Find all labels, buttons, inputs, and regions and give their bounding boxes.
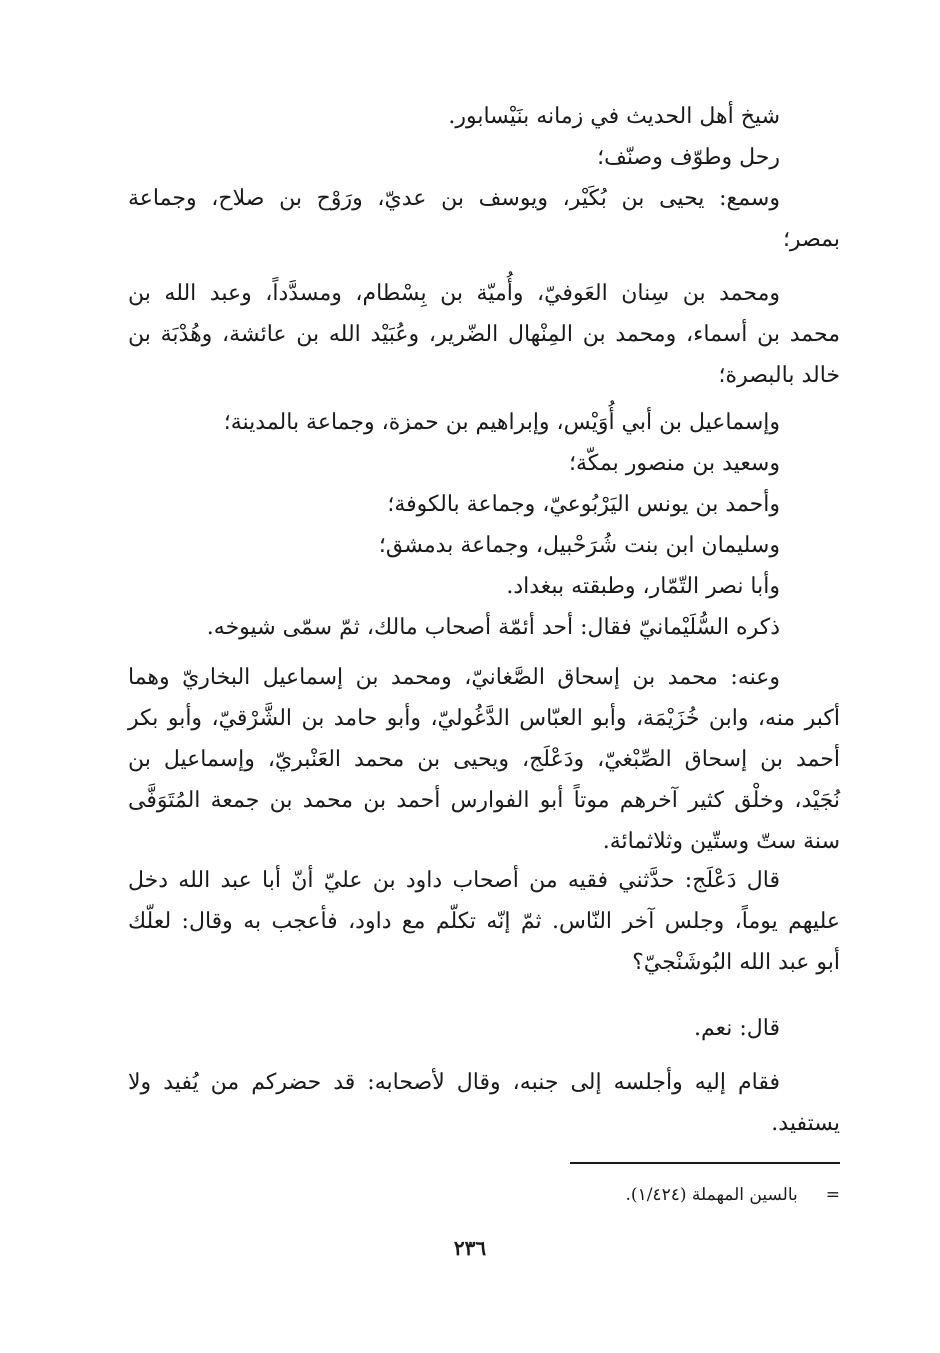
text-line: فقام إليه وأجلسه إلى جنبه، وقال لأصحابه: قد حضركم من يُفيد ولا — [128, 1070, 780, 1095]
paragraph-intro — [128, 96, 840, 260]
text-line: وأبا نصر التّمّار، وطبقته ببغداد. — [506, 574, 780, 599]
text-line: سنة ستّ وستّين وثلاثمائة. — [602, 829, 840, 854]
text-line: نُجَيْد، وخلْق كثير آخرهم موتاً أبو الفوارس أحمد بن محمد بن جمعة المُتَوَفَّى — [128, 788, 840, 813]
footnote-text: بالسين المهملة (١/٤٢٤). — [625, 1185, 798, 1205]
text-line: عليهم يوماً، وجلس آخر النّاس. ثمّ إنّه تكلّم مع داود، فأعجب به وقال: لعلّك — [128, 909, 840, 934]
text-line: وأحمد بن يونس اليَرْبُوعيّ، وجماعة بالكوفة؛ — [387, 492, 780, 517]
text-line: محمد بن أسماء، ومحمد بن المِنْهال الضّرير، وعُبَيْد الله بن عائشة، وهُدْبَة بن — [128, 322, 840, 347]
text-line: أكبر منه، وابن خُزَيْمَة، وأبو العبّاس الدَّغُوليّ، وأبو حامد بن الشَّرْقيّ، وأبو بكر — [128, 706, 840, 731]
text-line: بمصر؛ — [782, 227, 840, 252]
text-line: أحمد بن إسحاق الصِّبْغيّ، ودَعْلَج، ويحيى بن محمد العَنْبريّ، وإسماعيل بن — [128, 747, 840, 772]
text-line: وسمع: يحيى بن بُكَيْر، ويوسف بن عديّ، ورَوْح بن صلاح، وجماعة — [128, 186, 780, 211]
paragraph-other-cities — [128, 402, 840, 648]
text-line: أبو عبد الله البُوشَنْجيّ؟ — [632, 950, 840, 975]
paragraph-conclusion — [128, 1062, 840, 1144]
text-line: وسعيد بن منصور بمكّة؛ — [569, 451, 780, 476]
text-line: يستفيد. — [771, 1111, 840, 1136]
text-line: وعنه: محمد بن إسحاق الصَّغانيّ، ومحمد بن إسماعيل البخاريّ وهما — [128, 665, 780, 690]
footnote — [400, 1180, 840, 1210]
text-line: قال دَعْلَج: حدَّثني فقيه من أصحاب داود بن عليّ أنّ أبا عبد الله دخل — [128, 868, 780, 893]
footnote-marker: = — [825, 1185, 840, 1205]
text-line: ومحمد بن سِنان العَوفيّ، وأُميّة بن بِسْطام، ومسدَّداً، وعبد الله بن — [128, 281, 780, 306]
paragraph-reply — [128, 1008, 840, 1049]
footnote-divider — [570, 1162, 840, 1164]
text-line: خالد بالبصرة؛ — [718, 363, 840, 388]
paragraph-anecdote — [128, 860, 840, 983]
page-number: ٢٣٦ — [453, 1236, 487, 1260]
text-line: شيخ أهل الحديث في زمانه بنَيْسابور. — [448, 104, 780, 129]
text-line: وسليمان ابن بنت شُرَحْبيل، وجماعة بدمشق؛ — [378, 533, 780, 558]
text-line: ذكره السُّلَيْمانيّ فقال: أحد أئمّة أصحاب مالك، ثمّ سمّى شيوخه. — [206, 615, 780, 640]
paragraph-students — [128, 657, 840, 862]
text-line: وإسماعيل بن أبي أُوَيْس، وإبراهيم بن حمزة، وجماعة بالمدينة؛ — [223, 410, 780, 435]
text-line: رحل وطوّف وصنّف؛ — [597, 145, 780, 170]
text-line: قال: نعم. — [694, 1016, 780, 1041]
paragraph-basra-teachers — [128, 273, 840, 396]
